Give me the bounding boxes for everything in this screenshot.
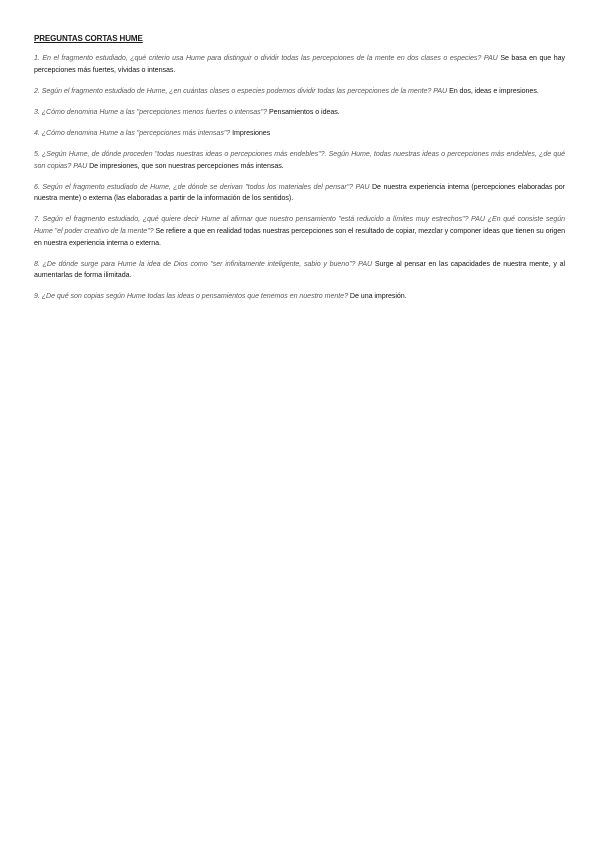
qa-item-9 — [34, 291, 565, 303]
document-title: PREGUNTAS CORTAS HUME — [34, 34, 143, 43]
answer-5: De impresiones, que son nuestras percepciones más intensas. — [89, 161, 284, 170]
qa-item-8 — [34, 259, 565, 282]
answer-3: Pensamientos o ideas. — [268, 107, 340, 116]
qa-item-5 — [34, 149, 565, 172]
qa-item-6 — [34, 182, 565, 205]
qa-item-2 — [34, 86, 565, 98]
answer-9: De una impresión. — [349, 292, 407, 301]
answer-6: De nuestra experiencia interna (percepciones elaboradas por nuestra mente) o externa (las elaboradas a partir de la información de los sentidos). — [34, 182, 565, 203]
question-2: 2. Según el fragmento estudiado de Hume, ¿en cuántas clases o especies podemos dividir todas las percepciones de la mente? PAU — [34, 86, 448, 95]
qa-item-4 — [34, 128, 565, 140]
question-3: 3. ¿Cómo denomina Hume a las "percepciones menos fuertes o intensas"? — [34, 107, 268, 116]
answer-7: Se refiere a que en realidad todas nuestras percepciones son el resultado de copiar, mezclar y componer ideas que tienen su origen en nuestra experiencia interna o externa. — [34, 226, 566, 247]
answer-8: Surge al pensar en las capacidades de nuestra mente, y al aumentarlas de forma ilimitada. — [34, 259, 565, 280]
question-8: 8. ¿De dónde surge para Hume la idea de Dios como "ser infinitamente inteligente, sabio y bueno"? PAU — [34, 259, 373, 268]
question-4: 4. ¿Cómo denomina Hume a las "percepciones más intensas"? — [34, 128, 231, 137]
qa-item-1 — [34, 53, 565, 76]
answer-4: Impresiones — [232, 128, 271, 137]
qa-item-7 — [34, 214, 565, 249]
question-7: 7. Según el fragmento estudiado, ¿qué quiere decir Hume al afirmar que nuestro pensamiento "está reducido a límites muy estrechos"? PAU ¿En qué consiste según Hume "el poder creativo de la mente"? — [34, 215, 565, 235]
question-6: 6. Según el fragmento estudiado de Hume, ¿de dónde se derivan "todos los materiales del pensar"? PAU — [34, 182, 370, 191]
answer-1: Se basa en que hay percepciones más fuertes, vívidas o intensas. — [34, 54, 565, 74]
question-1: 1. En el fragmento estudiado, ¿qué criterio usa Hume para distinguir o dividir todas las percepciones de la mente en dos clases o especies? PAU — [34, 54, 498, 62]
question-5: 5. ¿Según Hume, de dónde proceden "todas nuestras ideas o percepciones más endebles"?. Según Hume, todas nuestras ideas o percepciones más endebles, ¿de qué son copias? PAU — [34, 149, 565, 170]
qa-item-3 — [34, 107, 565, 119]
document-page — [34, 34, 565, 312]
question-9: 9. ¿De qué son copias según Hume todas las ideas o pensamientos que tenemos en nuestro mente? — [34, 292, 348, 301]
answer-2: En dos, ideas e impresiones. — [449, 86, 539, 95]
